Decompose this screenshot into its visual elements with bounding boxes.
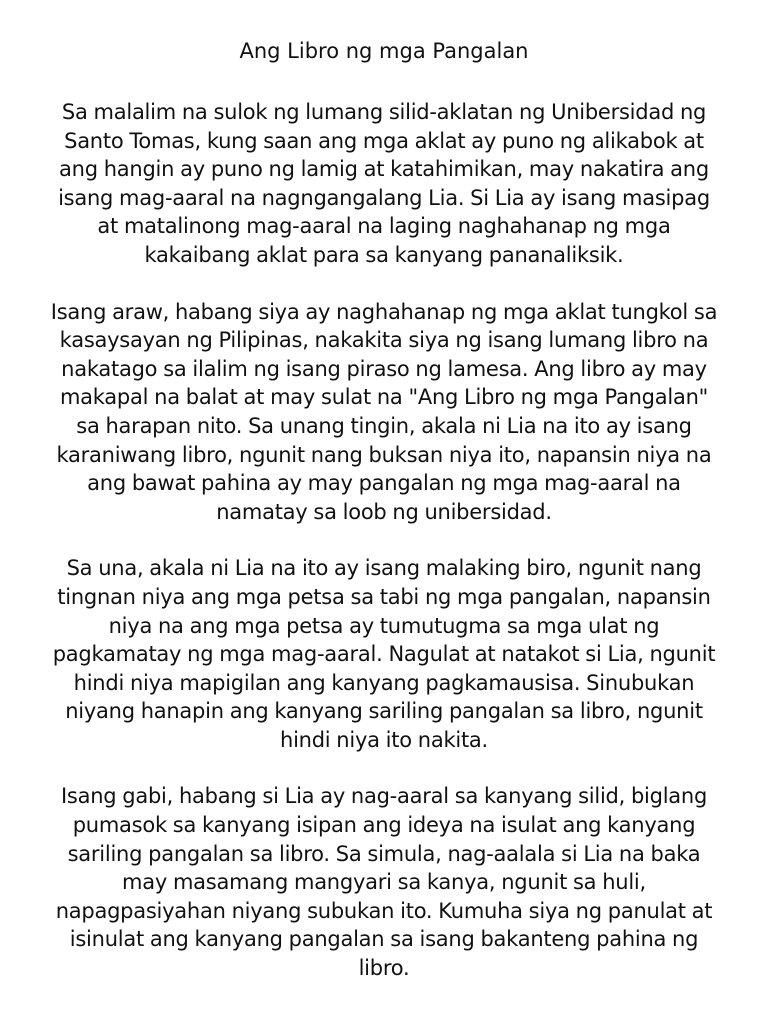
paragraph-line: napagpasiyahan niyang subukan ito. Kumuha siya ng panulat at <box>55 898 713 923</box>
document-title: Ang Libro ng mga Pangalan <box>239 39 529 63</box>
paragraph-1 <box>40 98 728 270</box>
paragraph-line: at matalinong mag-aaral na laging naghahanap ng mga <box>97 214 671 239</box>
paragraph-line: ang hangin ay puno ng lamig at katahimikan, may nakatira ang <box>59 157 709 182</box>
paragraph-line: libro. <box>358 956 410 981</box>
paragraph-line: pagkamatay ng mga mag-aaral. Nagulat at natakot si Lia, ngunit <box>52 642 716 667</box>
paragraph-4 <box>40 782 728 982</box>
paragraph-line: isinulat ang kanyang pangalan sa isang bakanteng pahina ng <box>69 927 699 952</box>
paragraph-line: sa harapan nito. Sa unang tingin, akala ni Lia na ito ay isang <box>76 413 692 438</box>
paragraph-line: namatay sa loob ng unibersidad. <box>216 499 552 524</box>
paragraph-line: kasaysayan ng Pilipinas, nakakita siya ng isang lumang libro na <box>59 328 709 353</box>
paragraph-line: Isang araw, habang siya ay naghahanap ng mga aklat tungkol sa <box>50 299 718 324</box>
paragraph-line: isang mag-aaral na nagngangalang Lia. Si Lia ay isang masipag <box>58 185 710 210</box>
paragraph-line: niyang hanapin ang kanyang sariling pangalan sa libro, ngunit <box>65 699 703 724</box>
document-page <box>40 37 728 1011</box>
paragraph-line: Isang gabi, habang si Lia ay nag-aaral sa kanyang silid, biglang <box>60 784 708 809</box>
paragraph-line: pumasok sa kanyang isipan ang ideya na isulat ang kanyang <box>72 813 696 838</box>
paragraph-line: nakatago sa ilalim ng isang piraso ng lamesa. Ang libro ay may <box>61 356 707 381</box>
paragraph-line: niya na ang mga petsa ay tumutugma sa mga ulat ng <box>108 613 660 638</box>
paragraph-line: karaniwang libro, ngunit nang buksan niya ito, napansin niya na <box>56 442 712 467</box>
paragraph-line: Sa malalim na sulok ng lumang silid-aklatan ng Unibersidad ng <box>61 100 707 124</box>
paragraph-line: ang bawat pahina ay may pangalan ng mga mag-aaral na <box>87 471 681 496</box>
paragraph-line: Sa una, akala ni Lia na ito ay isang malaking biro, ngunit nang <box>66 556 702 581</box>
paragraph-line: kakaibang aklat para sa kanyang pananaliksik. <box>144 242 624 267</box>
paragraph-line: hindi niya ito nakita. <box>280 727 488 752</box>
paragraph-line: may masamang mangyari sa kanya, ngunit sa huli, <box>122 870 646 895</box>
paragraph-line: Santo Tomas, kung saan ang mga aklat ay puno ng alikabok at <box>64 128 704 153</box>
paragraph-line: sariling pangalan sa libro. Sa simula, nag-aalala si Lia na baka <box>67 841 701 866</box>
paragraph-line: tingnan niya ang mga petsa sa tabi ng mga pangalan, napansin <box>57 584 711 609</box>
paragraph-line: makapal na balat at may sulat na "Ang Libro ng mga Pangalan" <box>59 385 709 410</box>
paragraph-line: hindi niya mapigilan ang kanyang pagkamausisa. Sinubukan <box>73 670 695 695</box>
paragraph-2 <box>40 298 728 527</box>
paragraph-3 <box>40 554 728 754</box>
